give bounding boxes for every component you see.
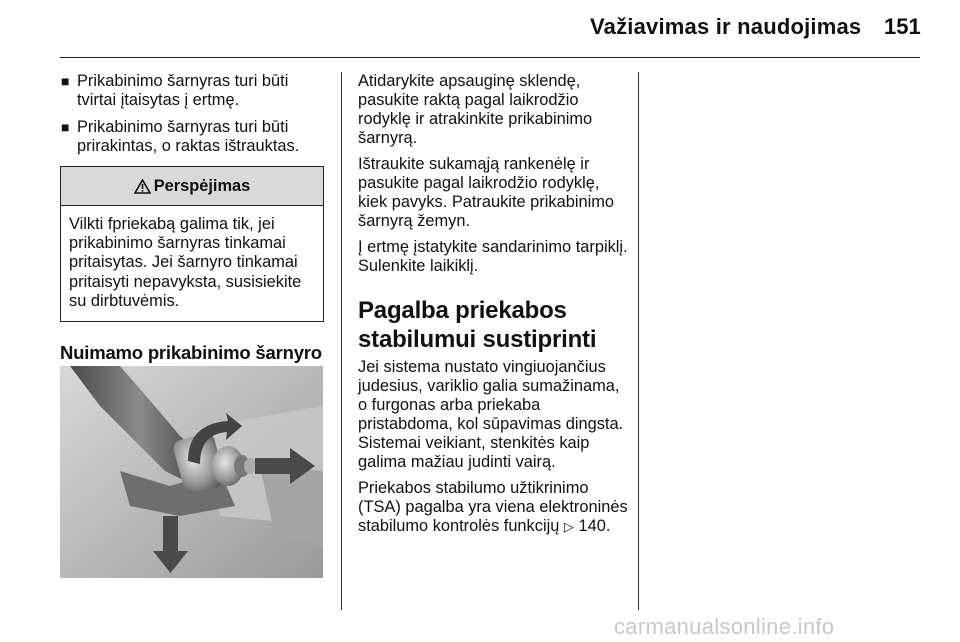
paragraph: Atidarykite apsauginę sklendę, pasukite raktą pagal laikrodžio rodyklę ir atrakinkite prikabinimo šarnyrą. [358, 72, 593, 147]
paragraph: Į ertmę įstatykite sandarinimo tarpiklį. Sulenkite laikiklį. [358, 238, 628, 275]
warning-triangle-icon [134, 179, 151, 194]
bullet-square-icon: ■ [61, 73, 70, 89]
section-subheading: Nuimamo prikabinimo šarnyro [60, 342, 322, 364]
header-rule [60, 57, 920, 58]
paragraph-text: Priekabos stabilumo užtikrinimo (TSA) pagalba yra viena elektroninės stabilumo kontrolės funkcijų [358, 479, 628, 535]
bullet-text: Prikabinimo šarnyras turi būti prirakintas, o raktas ištrauktas. [77, 118, 300, 155]
bullet-square-icon: ■ [61, 119, 70, 135]
header-title: Važiavimas ir naudojimas [590, 14, 862, 39]
warning-box [60, 166, 324, 322]
column-divider-right [638, 72, 639, 610]
bullet-text: Prikabinimo šarnyras turi būti tvirtai įtaisytas į ertmę. [77, 72, 289, 109]
warning-header [61, 167, 323, 206]
left-column [60, 72, 326, 384]
warning-title: Perspėjimas [153, 176, 251, 195]
bullet-item [60, 118, 326, 156]
reference-page-link[interactable]: 140. [578, 517, 611, 535]
section-heading: Pagalba priekabos stabilumui sustiprinti [358, 297, 597, 353]
tow-hitch-illustration [60, 366, 323, 578]
bullet-item [60, 72, 326, 110]
column-divider-left [341, 72, 342, 610]
watermark: carmanualsonline.info [614, 614, 835, 639]
paragraph: Ištraukite sukamąją rankenėlę ir pasukite pagal laikrodžio rodyklę, kiek pavyks. Patraukite prikabinimo šarnyrą žemyn. [358, 155, 614, 230]
paragraph [358, 479, 628, 536]
reference-arrow-icon: ▷ [563, 519, 574, 534]
warning-body: Vilkti fpriekabą galima tik, jei prikabinimo šarnyras tinkamai pritaisytas. Jei šarnyro tinkamai pritaisyti nepavyksta, susisiekite su dirbtuvėmis. [69, 215, 302, 310]
page-number: 151 [884, 14, 921, 39]
paragraph: Jei sistema nustato vingiuojančius judesius, variklio galia sumažinama, o furgonas arba priekaba pristabdoma, kol sūpavimas dingsta. Sistemai veikiant, stenkitės kaip galima mažiau judinti vairą. [358, 358, 624, 471]
middle-column [358, 72, 628, 543]
tow-hitch-illustration-graphic [60, 366, 323, 578]
